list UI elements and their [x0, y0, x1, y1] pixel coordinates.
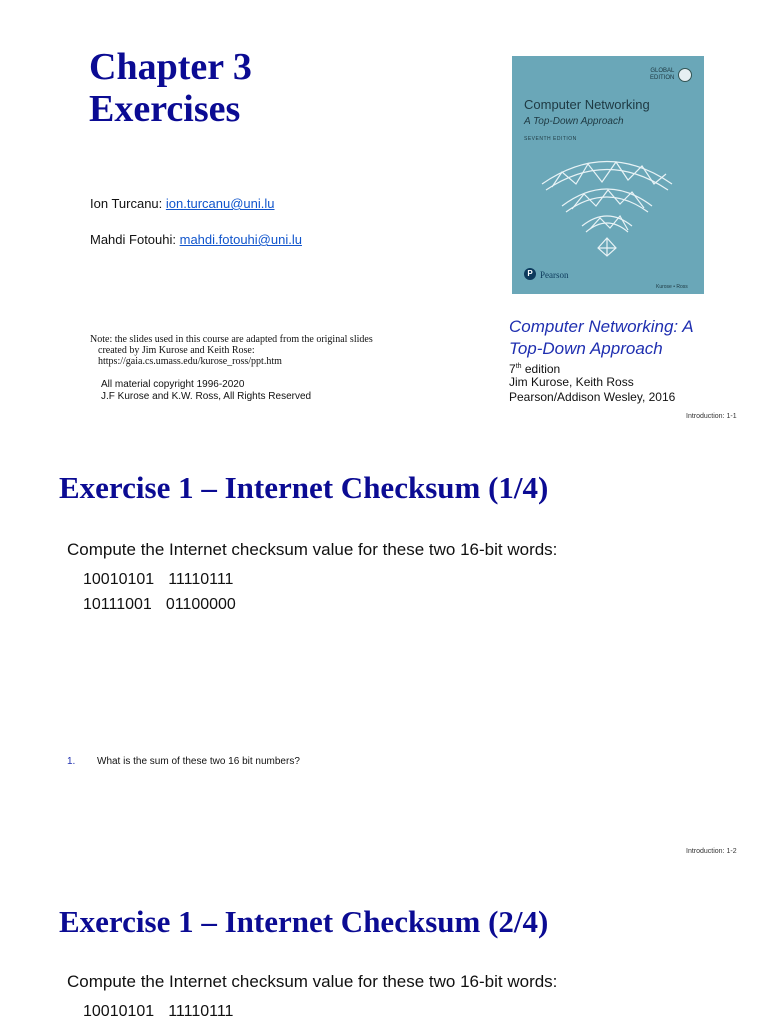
exercise-slide-1: [0, 440, 768, 864]
cover-subtitle: A Top-Down Approach: [524, 116, 624, 127]
book-edition: 7th edition: [509, 362, 561, 376]
book-publisher: Pearson/Addison Wesley, 2016: [509, 390, 676, 404]
word-line-2: 10111001 01100000: [83, 596, 236, 613]
book-title: Computer Networking: A Top-Down Approach: [509, 317, 694, 358]
word-line-1: 10010101 11110111: [83, 1003, 234, 1020]
slide-title: Exercise 1 – Internet Checksum (2/4): [59, 904, 549, 939]
source-note: Note: the slides used in this course are adapted from the original slides created by Jim Kurose and Keith Rose: https://gaia.cs.umass.edu/kurose_ross/ppt.htm: [90, 334, 373, 367]
email-link-ion[interactable]: ion.turcanu@uni.lu: [165, 196, 275, 211]
word-line-1: 10010101 11110111: [83, 571, 234, 588]
cover-publisher: Pearson: [540, 270, 569, 280]
exercise-prompt: Compute the Internet checksum value for these two 16-bit words:: [67, 540, 558, 559]
book-cover-image: [512, 56, 704, 294]
pearson-logo-icon: P: [524, 268, 536, 280]
cover-title: Computer Networking: [524, 97, 650, 112]
cover-authors: Kurose • Ross: [656, 284, 688, 290]
slide-title: Exercise 1 – Internet Checksum (1/4): [59, 470, 549, 505]
email-link-mahdi[interactable]: mahdi.fotouhi@uni.lu: [179, 232, 302, 247]
slide-footer: Introduction: 1-2: [686, 848, 737, 855]
global-edition-badge: GLOBAL EDITION: [650, 68, 675, 81]
question-item: 1. What is the sum of these two 16 bit numbers?: [67, 756, 300, 767]
slide-footer: Introduction: 1-1: [686, 413, 737, 420]
exercise-prompt: Compute the Internet checksum value for these two 16-bit words:: [67, 972, 558, 991]
exercise-slide-2: [0, 864, 768, 1024]
copyright: All material copyright 1996-2020 J.F Kurose and K.W. Ross, All Rights Reserved: [101, 379, 312, 402]
wifi-network-icon: [532, 144, 682, 264]
book-authors: Jim Kurose, Keith Ross: [509, 375, 634, 389]
author-mahdi: Mahdi Fotouhi: mahdi.fotouhi@uni.lu: [90, 232, 302, 247]
chapter-title: Chapter 3 Exercises: [89, 46, 252, 130]
globe-icon: [678, 68, 692, 82]
author-ion: Ion Turcanu: ion.turcanu@uni.lu: [90, 196, 275, 211]
title-slide: [0, 0, 768, 440]
cover-edition: SEVENTH EDITION: [524, 136, 577, 142]
